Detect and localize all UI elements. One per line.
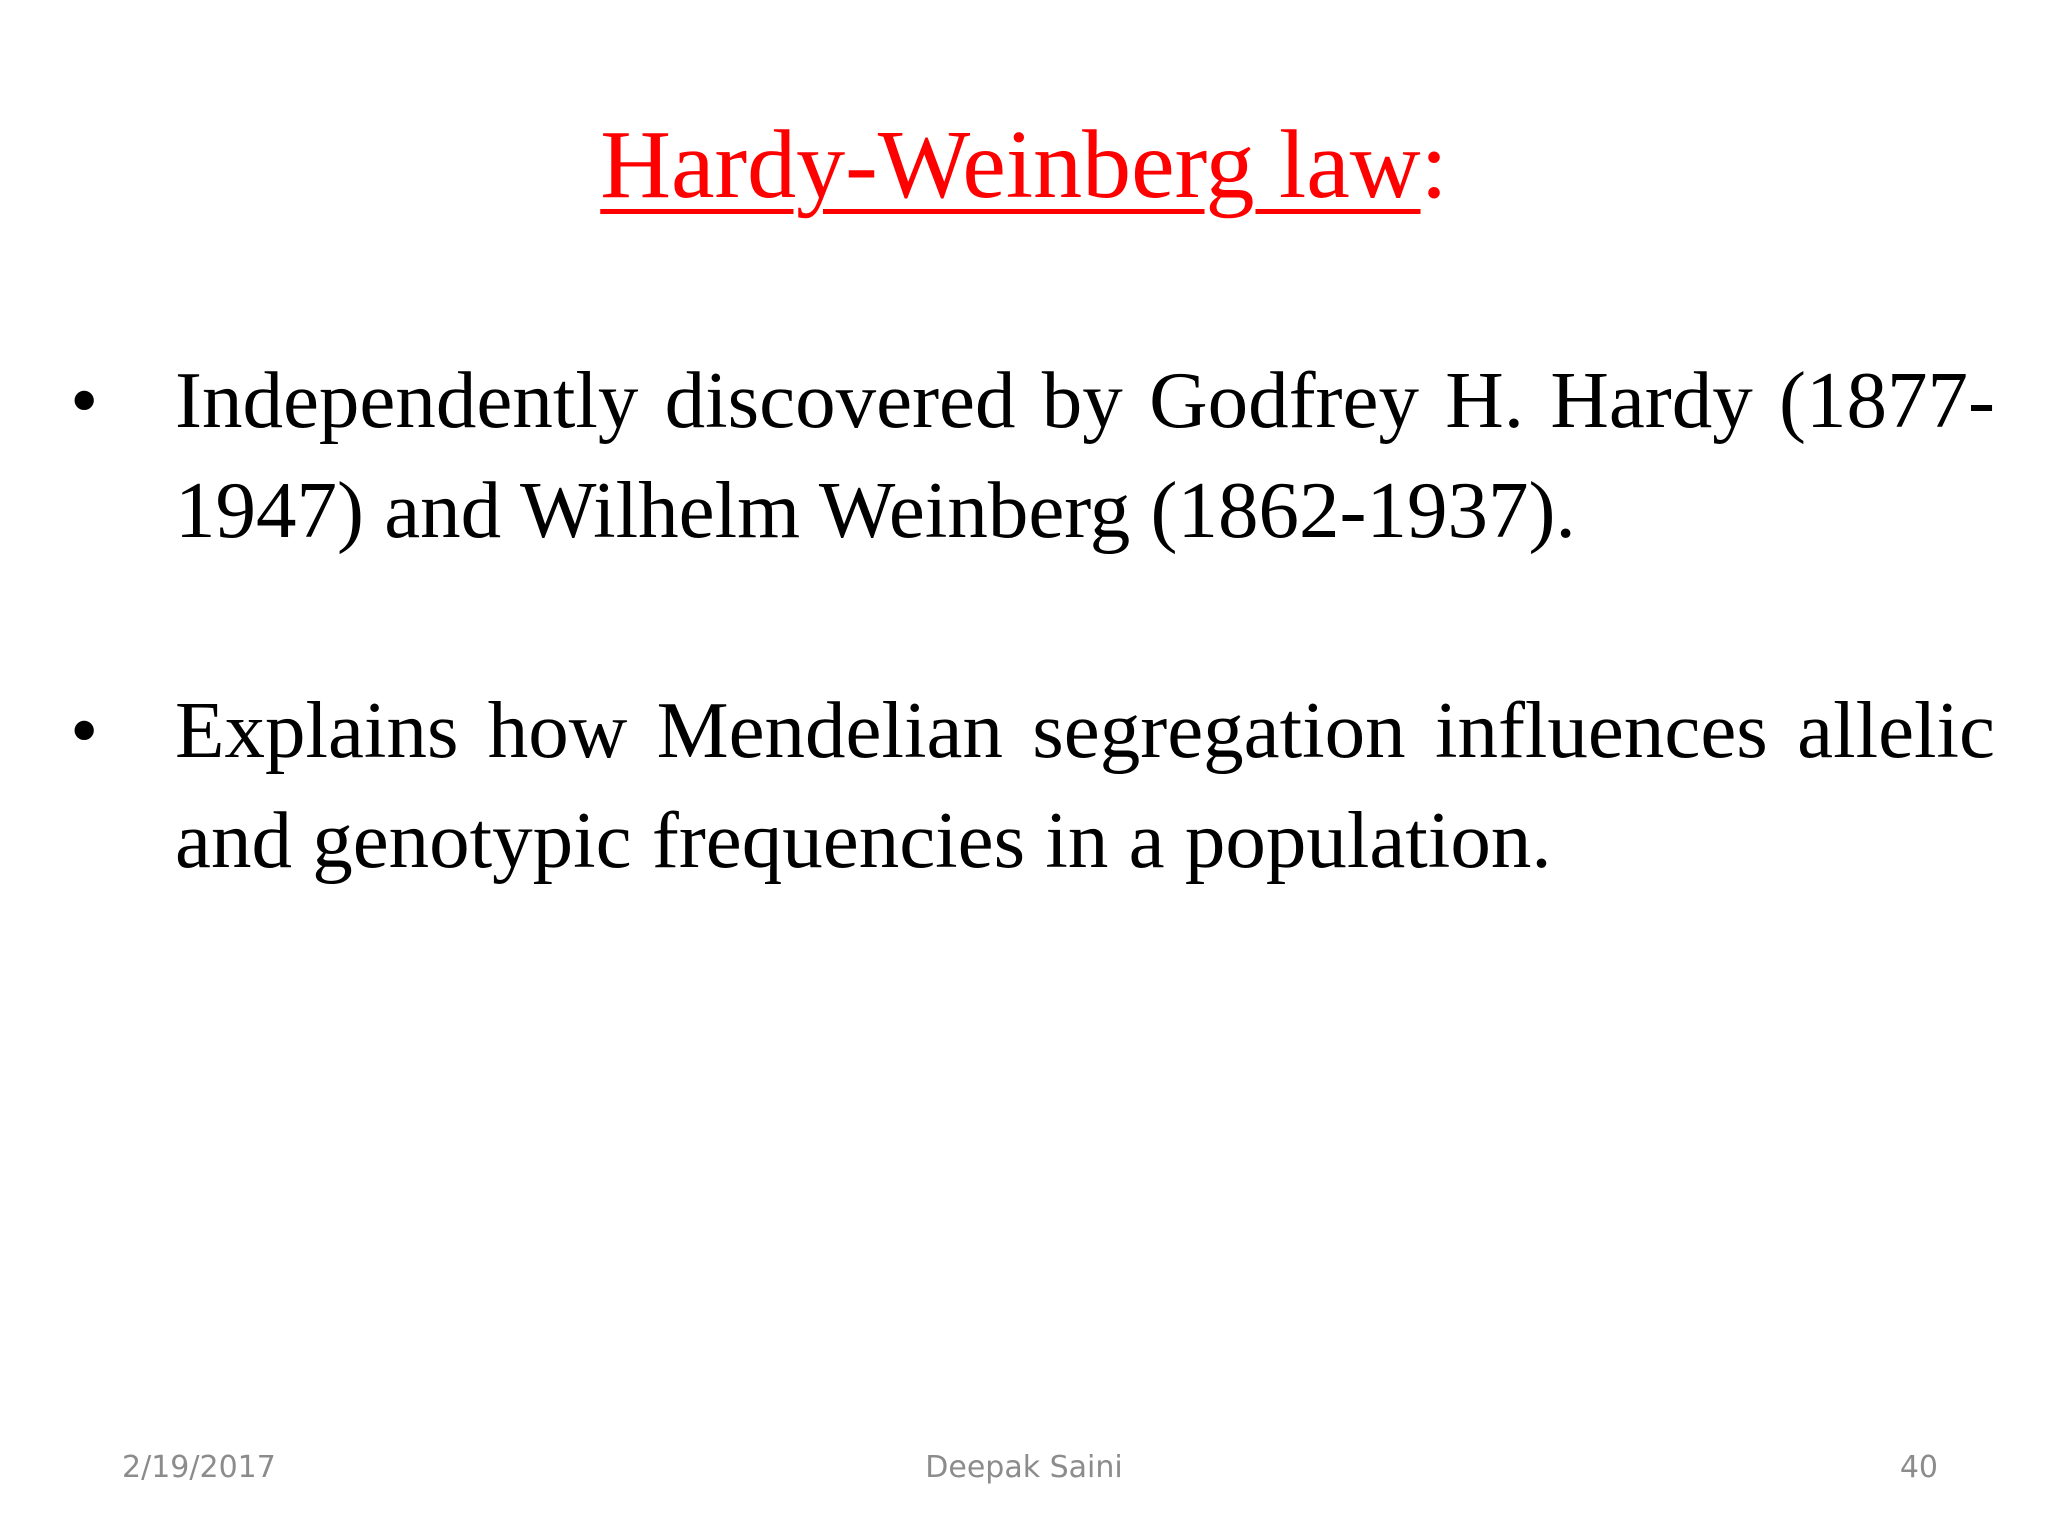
- footer-author: Deepak Saini: [925, 1450, 1123, 1485]
- slide-title-colon: :: [1420, 111, 1448, 219]
- bullet-item: [60, 345, 1995, 565]
- bullet-text: Explains how Mendelian segregation influences allelic and genotypic frequencies in a population.: [175, 685, 1995, 885]
- bullet-marker: •: [70, 685, 99, 775]
- footer-page-number: 40: [1899, 1450, 1938, 1485]
- slide-title: [0, 105, 2048, 225]
- bullet-list: [60, 345, 1995, 895]
- bullet-text: Independently discovered by Godfrey H. Hardy (1877-1947) and Wilhelm Weinberg (1862-1937).: [175, 355, 1995, 555]
- bullet-marker: •: [70, 355, 99, 445]
- footer-date: 2/19/2017: [122, 1450, 276, 1485]
- bullet-item: [60, 675, 1995, 895]
- slide-title-main: Hardy-Weinberg law: [600, 111, 1421, 219]
